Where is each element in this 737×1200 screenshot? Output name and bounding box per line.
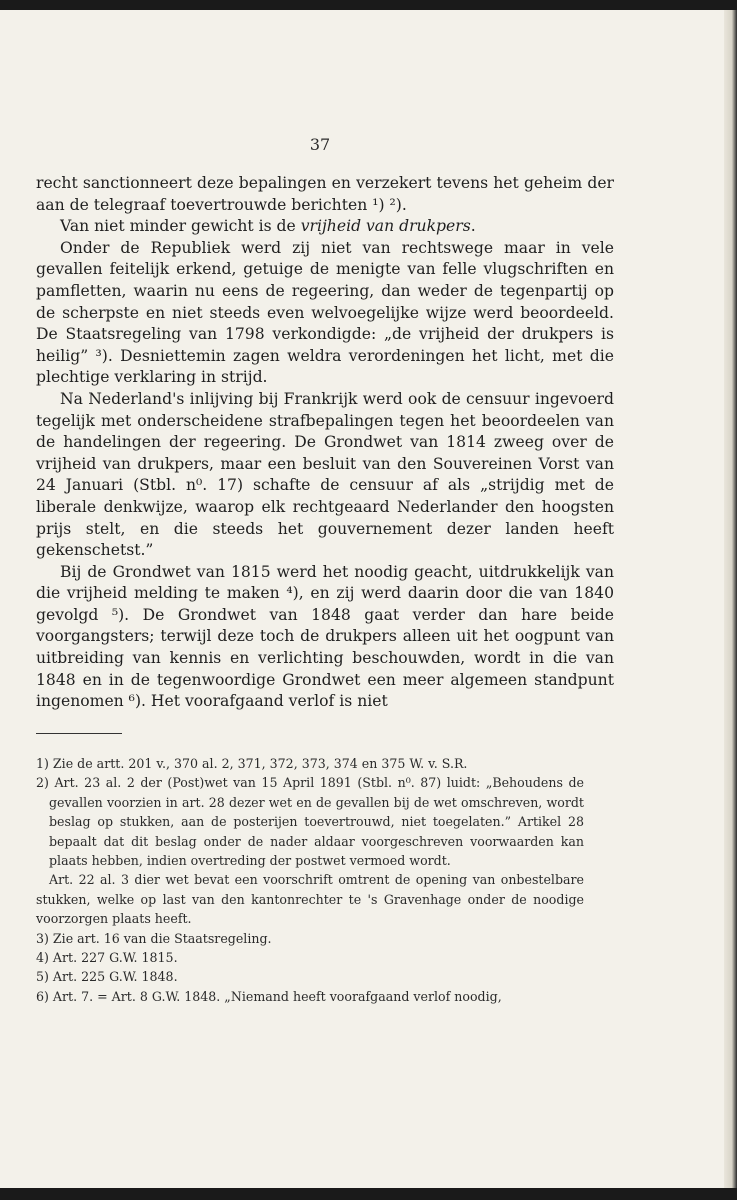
paragraph-2-tail: . — [470, 217, 476, 236]
footnote-2-continued: Art. 22 al. 3 dier wet bevat een voorschrift omtrent de opening van onbestelbare stukken, welke op last van den kantonrechter te 's Gravenhage onder de noodige voorzorgen plaats heeft. — [36, 872, 584, 927]
paragraph-4: Na Nederland's inlijving bij Frankrijk werd ook de censuur ingevoerd tegelijk met onderscheidene strafbepalingen tegen het beoordeelen van de handelingen der regeering. De Grondwet van 1814 zweeg over de vrijheid van drukpers, maar een besluit van den Souvereinen Vorst van 24 Januari (Stbl. n⁰. 17) schafte de censuur af als „strijdig met de liberale denkwijze, waarop elk rechtgeaard Nederlander den hoogsten prijs stelt, en die steeds het gouvernement dezer landen heeft gekenschetst.” — [36, 389, 614, 560]
footnote-4: 4) Art. 227 G.W. 1815. — [36, 950, 178, 966]
footnotes — [36, 754, 584, 1006]
footnote-3: 3) Zie art. 16 van die Staatsregeling. — [36, 930, 272, 946]
paragraph-1: recht sanctionneert deze bepalingen en verzekert tevens het geheim der aan de telegraaf toevertrouwde berichten ¹) ²). — [36, 174, 614, 214]
footnote-separator — [36, 733, 122, 734]
paragraph-2 — [36, 216, 614, 238]
page-number: 37 — [309, 135, 331, 154]
page-edge — [724, 10, 737, 1188]
paragraph-2-emphasis: vrijheid van drukpers — [300, 217, 471, 236]
paragraph-2-lead: Van niet minder gewicht is de — [60, 217, 301, 236]
footnote-2: 2) Art. 23 al. 2 der (Post)wet van 15 April 1891 (Stbl. n⁰. 87) luidt: „Behoudens de gevallen voorzien in art. 28 dezer wet en de gevallen bij de wet omschreven, wordt beslag op stukken, aan de posterijen toevertrouwd, niet toegelaten.” Artikel 28 bepaalt dat dit beslag onder de nader aldaar voorgeschreven voorwaarden kan plaats hebben, indien overtreding der postwet vermoed wordt. — [36, 775, 584, 869]
paragraph-3: Onder de Republiek werd zij niet van rechtswege maar in vele gevallen feitelijk erkend, getuige de menigte van felle vlugschriften en pamfletten, waarin nu eens de regeering, dan weder de tegenpartij op de scherpste en niet steeds even welvoegelijke wijze werd beoordeeld. De Staatsregeling van 1798 verkondigde: „de vrijheid der drukpers is heilig” ³). Desniettemin zagen weldra verordeningen het licht, met die plechtige verklaring in strijd. — [36, 238, 614, 387]
footnote-5: 5) Art. 225 G.W. 1848. — [36, 969, 178, 985]
paragraph-5: Bij de Grondwet van 1815 werd het noodig geacht, uitdrukkelijk van die vrijheid melding te maken ⁴), en zij werd daarin door die van 1840 gevolgd ⁵). De Grondwet van 1848 gaat verder dan hare beide voorgangsters; terwijl deze toch de drukpers alleen uit het oogpunt van uitbreiding van kennis en verlichting beschouwden, wordt in die van 1848 en in de tegenwoordige Grondwet een meer algemeen standpunt ingenomen ⁶). Het voorafgaand verlof is niet — [36, 562, 614, 711]
book-page — [0, 10, 724, 1188]
footnote-1: 1) Zie de artt. 201 v., 370 al. 2, 371, 372, 373, 374 en 375 W. v. S.R. — [36, 756, 468, 771]
footnote-6: 6) Art. 7. = Art. 8 G.W. 1848. „Niemand heeft voorafgaand verlof noodig, — [36, 988, 502, 1004]
body-text — [36, 173, 614, 713]
